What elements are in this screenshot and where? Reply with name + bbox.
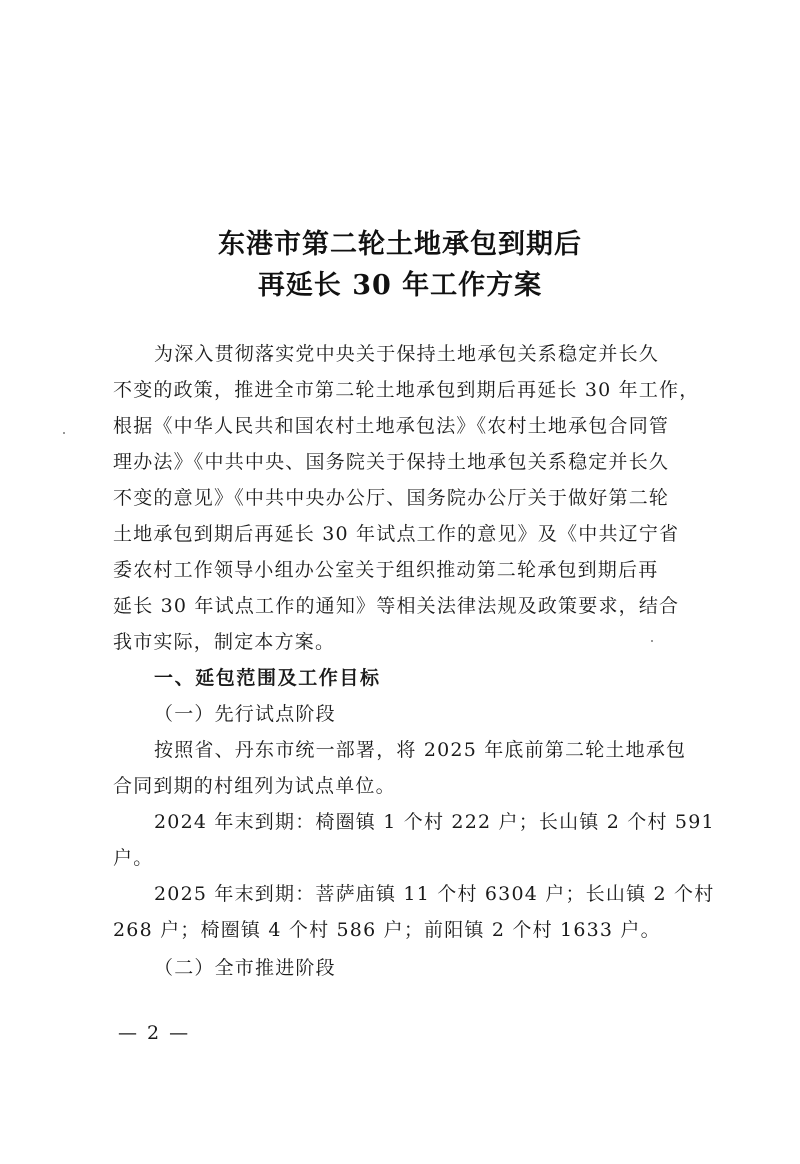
paragraph-line: 委农村工作领导小组办公室关于组织推动第二轮承包到期后再 [113, 559, 659, 581]
scan-speck [651, 640, 653, 642]
paragraph-line: 不变的政策，推进全市第二轮土地承包到期后再延长 30 年工作， [113, 379, 700, 401]
paragraph-line: 2025 年末到期：菩萨庙镇 11 个村 6304 户；长山镇 2 个村 [154, 883, 715, 905]
paragraph-line: 土地承包到期后再延长 30 年试点工作的意见》及《中共辽宁省 [113, 523, 680, 545]
document-title-line-1: 东港市第二轮土地承包到期后 [218, 229, 582, 260]
paragraph-line: 延长 30 年试点工作的通知》等相关法律法规及政策要求，结合 [113, 595, 680, 617]
paragraph-line: 不变的意见》《中共中央办公厅、国务院办公厅关于做好第二轮 [113, 487, 670, 509]
section-heading: 一、延包范围及工作目标 [154, 667, 381, 689]
paragraph-line: 我市实际，制定本方案。 [113, 631, 336, 653]
paragraph-line: 为深入贯彻落实党中央关于保持土地承包关系稳定并长久 [154, 343, 660, 365]
document-title-line-2: 再延长 30 年工作方案 [257, 270, 543, 301]
paragraph-line: 2024 年末到期：椅圈镇 1 个村 222 户；长山镇 2 个村 591 [154, 811, 715, 833]
paragraph-line: 268 户；椅圈镇 4 个村 586 户；前阳镇 2 个村 1633 户。 [113, 919, 661, 941]
paragraph-line: 根据《中华人民共和国农村土地承包法》《农村土地承包合同管 [113, 415, 670, 437]
paragraph-line: 合同到期的村组列为试点单位。 [113, 775, 396, 797]
page-number: — 2 — [118, 1022, 191, 1044]
subsection-heading: （一）先行试点阶段 [154, 703, 336, 725]
subsection-heading: （二）全市推进阶段 [154, 957, 336, 979]
scan-speck [63, 432, 65, 434]
paragraph-line: 理办法》《中共中央、国务院关于保持土地承包关系稳定并长久 [113, 451, 670, 473]
paragraph-line: 户。 [113, 847, 154, 869]
paragraph-line: 按照省、丹东市统一部署，将 2025 年底前第二轮土地承包 [154, 739, 687, 761]
